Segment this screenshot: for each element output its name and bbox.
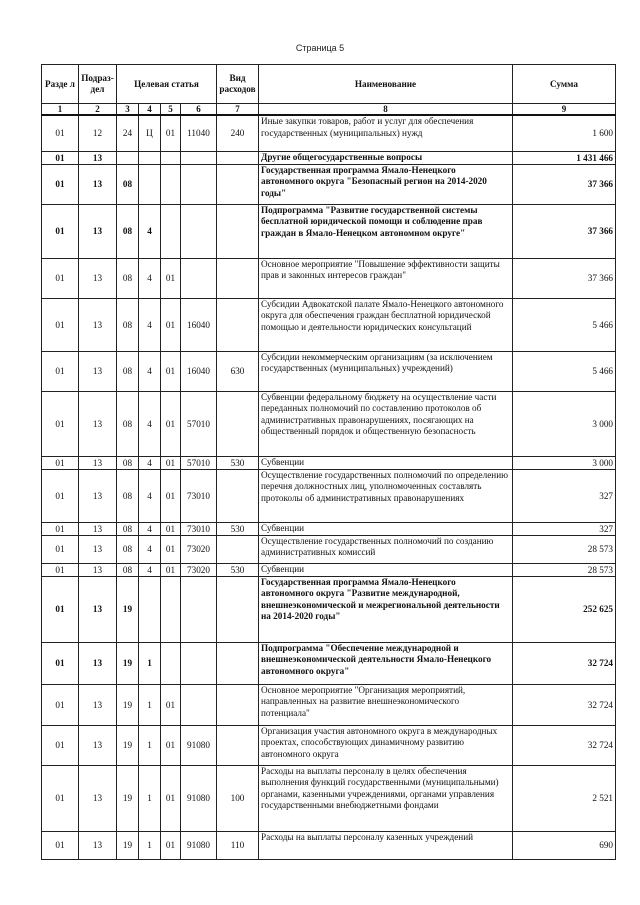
- cell-sum: 1 431 466: [513, 151, 616, 164]
- cell-razdel: 01: [42, 391, 79, 456]
- cell-target-program: 08: [117, 164, 139, 204]
- cell-razdel: 01: [42, 204, 79, 258]
- cell-target-direction: 73020: [181, 535, 217, 563]
- cell-name: Осуществление государственных полномочий по определению перечня должностных лиц, уполномоченных составлять протоколы об административных правонарушениях: [259, 469, 513, 522]
- cell-sum: 28 573: [513, 535, 616, 563]
- cell-sum: 37 366: [513, 164, 616, 204]
- cell-target-event: 01: [161, 298, 181, 351]
- cell-podrazdel: 13: [79, 642, 117, 684]
- cell-sum: 2 521: [513, 765, 616, 831]
- cell-target-direction: 91080: [181, 725, 217, 765]
- cell-podrazdel: 13: [79, 204, 117, 258]
- cell-vid: 530: [217, 456, 259, 469]
- cell-vid: 240: [217, 115, 259, 151]
- cell-vid: [217, 535, 259, 563]
- col-number: 6: [181, 104, 217, 116]
- cell-podrazdel: 13: [79, 351, 117, 391]
- cell-razdel: 01: [42, 765, 79, 831]
- table-row: [42, 642, 616, 684]
- cell-sum: 327: [513, 469, 616, 522]
- cell-target-subprogram: 1: [139, 765, 161, 831]
- cell-name: Иные закупки товаров, работ и услуг для обеспечения государственных (муниципальных) нужд: [259, 115, 513, 151]
- col-number: 5: [161, 104, 181, 116]
- cell-target-subprogram: 1: [139, 831, 161, 859]
- cell-vid: 110: [217, 831, 259, 859]
- cell-target-event: 01: [161, 469, 181, 522]
- cell-target-event: [161, 204, 181, 258]
- cell-target-program: 08: [117, 535, 139, 563]
- cell-target-event: 01: [161, 522, 181, 535]
- table-row: [42, 351, 616, 391]
- cell-sum: 3 000: [513, 456, 616, 469]
- cell-target-event: 01: [161, 725, 181, 765]
- cell-podrazdel: 13: [79, 684, 117, 725]
- col-number: 1: [42, 104, 79, 116]
- cell-target-direction: 91080: [181, 765, 217, 831]
- cell-podrazdel: 13: [79, 298, 117, 351]
- cell-sum: 32 724: [513, 684, 616, 725]
- cell-target-event: 01: [161, 535, 181, 563]
- header-name: Наименование: [259, 65, 513, 104]
- cell-name: Субсидии некоммерческим организациям (за исключением государственных (муниципальных) учреждений): [259, 351, 513, 391]
- cell-podrazdel: 12: [79, 115, 117, 151]
- table-row: [42, 115, 616, 151]
- col-number: 7: [217, 104, 259, 116]
- col-number: 8: [259, 104, 513, 116]
- cell-target-subprogram: 4: [139, 298, 161, 351]
- cell-target-program: 08: [117, 391, 139, 456]
- cell-target-direction: 16040: [181, 351, 217, 391]
- cell-vid: [217, 164, 259, 204]
- cell-sum: 3 000: [513, 391, 616, 456]
- cell-podrazdel: 13: [79, 469, 117, 522]
- cell-vid: 530: [217, 522, 259, 535]
- cell-target-subprogram: 1: [139, 725, 161, 765]
- table-row: [42, 522, 616, 535]
- cell-target-subprogram: [139, 576, 161, 642]
- cell-sum: 252 625: [513, 576, 616, 642]
- cell-podrazdel: 13: [79, 765, 117, 831]
- table-row: [42, 204, 616, 258]
- cell-podrazdel: 13: [79, 164, 117, 204]
- cell-name: Организация участия автономного округа в международных проектах, способствующих динамичному развитию автономного округа: [259, 725, 513, 765]
- cell-target-event: [161, 164, 181, 204]
- cell-name: Расходы на выплаты персоналу в целях обеспечения выполнения функций государственными (муниципальными) органами, казенными учреждениями, органами управления государственными внебюджетными фондами: [259, 765, 513, 831]
- cell-target-direction: 16040: [181, 298, 217, 351]
- header-vid: Вид расходов: [217, 65, 259, 104]
- cell-razdel: 01: [42, 563, 79, 576]
- cell-name: Субвенции федеральному бюджету на осуществление части переданных полномочий по составлению протоколов об административных правонарушениях, посягающих на общественный порядок и общественную безопасность: [259, 391, 513, 456]
- cell-sum: 327: [513, 522, 616, 535]
- cell-target-subprogram: 1: [139, 684, 161, 725]
- cell-target-subprogram: [139, 151, 161, 164]
- cell-target-subprogram: 4: [139, 456, 161, 469]
- cell-target-program: 19: [117, 725, 139, 765]
- cell-target-program: 08: [117, 351, 139, 391]
- cell-target-subprogram: 4: [139, 351, 161, 391]
- table-row: [42, 164, 616, 204]
- cell-target-subprogram: 4: [139, 391, 161, 456]
- cell-podrazdel: 13: [79, 456, 117, 469]
- cell-target-event: [161, 576, 181, 642]
- cell-vid: [217, 642, 259, 684]
- cell-target-subprogram: Ц: [139, 115, 161, 151]
- cell-target-program: 08: [117, 522, 139, 535]
- cell-podrazdel: 13: [79, 725, 117, 765]
- table-row: [42, 469, 616, 522]
- cell-target-program: 19: [117, 765, 139, 831]
- cell-target-subprogram: [139, 164, 161, 204]
- cell-sum: 37 366: [513, 204, 616, 258]
- cell-target-direction: 57010: [181, 391, 217, 456]
- cell-name: Другие общегосударственные вопросы: [259, 151, 513, 164]
- cell-target-program: 08: [117, 298, 139, 351]
- cell-podrazdel: 13: [79, 522, 117, 535]
- cell-target-program: 19: [117, 642, 139, 684]
- cell-sum: 32 724: [513, 725, 616, 765]
- cell-target-event: 01: [161, 831, 181, 859]
- col-number: 9: [513, 104, 616, 116]
- cell-podrazdel: 13: [79, 831, 117, 859]
- cell-razdel: 01: [42, 164, 79, 204]
- cell-name: Основное мероприятие "Повышение эффективности защиты прав и законных интересов граждан": [259, 258, 513, 298]
- cell-target-direction: [181, 642, 217, 684]
- header-row: [42, 65, 616, 104]
- cell-sum: 32 724: [513, 642, 616, 684]
- cell-target-subprogram: 4: [139, 469, 161, 522]
- cell-target-event: [161, 642, 181, 684]
- table-row: [42, 831, 616, 859]
- cell-target-subprogram: 4: [139, 535, 161, 563]
- cell-target-event: 01: [161, 351, 181, 391]
- cell-sum: 690: [513, 831, 616, 859]
- cell-target-event: [161, 151, 181, 164]
- cell-target-direction: [181, 684, 217, 725]
- cell-target-direction: [181, 151, 217, 164]
- cell-vid: 530: [217, 563, 259, 576]
- cell-target-direction: 91080: [181, 831, 217, 859]
- header-podrazdel: Подраз-дел: [79, 65, 117, 104]
- cell-target-event: 01: [161, 115, 181, 151]
- cell-name: Основное мероприятие "Организация мероприятий, направленных на развитие внешнеэкономического потенциала": [259, 684, 513, 725]
- cell-target-direction: 73010: [181, 469, 217, 522]
- cell-name: Подпрограмма "Обеспечение международной и внешнеэкономической деятельности Ямало-Ненецкого автономного округа": [259, 642, 513, 684]
- cell-target-direction: [181, 204, 217, 258]
- col-number: 2: [79, 104, 117, 116]
- table-row: [42, 535, 616, 563]
- cell-name: Расходы на выплаты персоналу казенных учреждений: [259, 831, 513, 859]
- cell-name: Осуществление государственных полномочий по созданию административных комиссий: [259, 535, 513, 563]
- cell-razdel: 01: [42, 535, 79, 563]
- cell-podrazdel: 13: [79, 151, 117, 164]
- table-row: [42, 258, 616, 298]
- cell-target-direction: 57010: [181, 456, 217, 469]
- cell-target-direction: 73020: [181, 563, 217, 576]
- cell-razdel: 01: [42, 456, 79, 469]
- cell-target-subprogram: 4: [139, 204, 161, 258]
- cell-target-direction: [181, 258, 217, 298]
- cell-target-event: 01: [161, 456, 181, 469]
- cell-sum: 1 600: [513, 115, 616, 151]
- cell-target-program: 24: [117, 115, 139, 151]
- cell-razdel: 01: [42, 258, 79, 298]
- cell-sum: 5 466: [513, 298, 616, 351]
- cell-razdel: 01: [42, 725, 79, 765]
- cell-razdel: 01: [42, 351, 79, 391]
- cell-target-program: 19: [117, 576, 139, 642]
- column-number-row: [42, 104, 616, 116]
- cell-razdel: 01: [42, 522, 79, 535]
- cell-target-subprogram: 4: [139, 258, 161, 298]
- cell-razdel: 01: [42, 115, 79, 151]
- cell-name: Субвенции: [259, 456, 513, 469]
- cell-vid: [217, 151, 259, 164]
- cell-target-program: 08: [117, 204, 139, 258]
- cell-vid: [217, 576, 259, 642]
- cell-razdel: 01: [42, 684, 79, 725]
- cell-target-event: 01: [161, 684, 181, 725]
- cell-razdel: 01: [42, 469, 79, 522]
- cell-sum: 37 366: [513, 258, 616, 298]
- cell-podrazdel: 13: [79, 391, 117, 456]
- cell-target-event: 01: [161, 391, 181, 456]
- cell-target-program: 08: [117, 456, 139, 469]
- cell-target-program: 08: [117, 258, 139, 298]
- cell-target-program: [117, 151, 139, 164]
- header-target: Целевая статья: [117, 65, 217, 104]
- header-razdel: Разде л: [42, 65, 79, 104]
- cell-vid: 100: [217, 765, 259, 831]
- cell-target-program: 08: [117, 563, 139, 576]
- cell-target-subprogram: 4: [139, 563, 161, 576]
- budget-table: [41, 64, 616, 860]
- cell-sum: 28 573: [513, 563, 616, 576]
- cell-target-program: 19: [117, 831, 139, 859]
- cell-name: Государственная программа Ямало-Ненецкого автономного округа "Развитие международной, внешнеэкономической и межрегиональной деятельности на 2014-2020 годы": [259, 576, 513, 642]
- col-number: 3: [117, 104, 139, 116]
- cell-target-direction: 11040: [181, 115, 217, 151]
- table-row: [42, 456, 616, 469]
- cell-vid: [217, 258, 259, 298]
- cell-sum: 5 466: [513, 351, 616, 391]
- cell-name: Государственная программа Ямало-Ненецкого автономного округа "Безопасный регион на 2014-2020 годы": [259, 164, 513, 204]
- cell-target-subprogram: 1: [139, 642, 161, 684]
- table-row: [42, 151, 616, 164]
- cell-target-event: 01: [161, 563, 181, 576]
- cell-podrazdel: 13: [79, 535, 117, 563]
- cell-podrazdel: 13: [79, 576, 117, 642]
- table-row: [42, 391, 616, 456]
- header-sum: Сумма: [513, 65, 616, 104]
- page-label: Страница 5: [295, 43, 345, 53]
- table-row: [42, 725, 616, 765]
- cell-vid: [217, 298, 259, 351]
- table-row: [42, 684, 616, 725]
- cell-vid: [217, 684, 259, 725]
- cell-razdel: 01: [42, 642, 79, 684]
- cell-podrazdel: 13: [79, 258, 117, 298]
- col-number: 4: [139, 104, 161, 116]
- cell-vid: [217, 469, 259, 522]
- cell-podrazdel: 13: [79, 563, 117, 576]
- cell-razdel: 01: [42, 576, 79, 642]
- cell-vid: [217, 204, 259, 258]
- cell-name: Субвенции: [259, 563, 513, 576]
- table-row: [42, 765, 616, 831]
- cell-target-direction: 73010: [181, 522, 217, 535]
- cell-target-program: 19: [117, 684, 139, 725]
- cell-vid: [217, 725, 259, 765]
- cell-razdel: 01: [42, 831, 79, 859]
- cell-razdel: 01: [42, 298, 79, 351]
- cell-vid: 630: [217, 351, 259, 391]
- table-row: [42, 563, 616, 576]
- cell-target-subprogram: 4: [139, 522, 161, 535]
- cell-target-program: 08: [117, 469, 139, 522]
- cell-target-event: 01: [161, 258, 181, 298]
- table-row: [42, 576, 616, 642]
- cell-name: Субсидии Адвокатской палате Ямало-Ненецкого автономного округа для обеспечения граждан бесплатной юридической помощью и деятельности юридических консультаций: [259, 298, 513, 351]
- cell-target-direction: [181, 164, 217, 204]
- cell-name: Субвенции: [259, 522, 513, 535]
- cell-target-direction: [181, 576, 217, 642]
- cell-name: Подпрограмма "Развитие государственной системы бесплатной юридической помощи и соблюдение прав граждан в Ямало-Ненецком автономном округе": [259, 204, 513, 258]
- table-row: [42, 298, 616, 351]
- cell-vid: [217, 391, 259, 456]
- cell-target-event: 01: [161, 765, 181, 831]
- cell-razdel: 01: [42, 151, 79, 164]
